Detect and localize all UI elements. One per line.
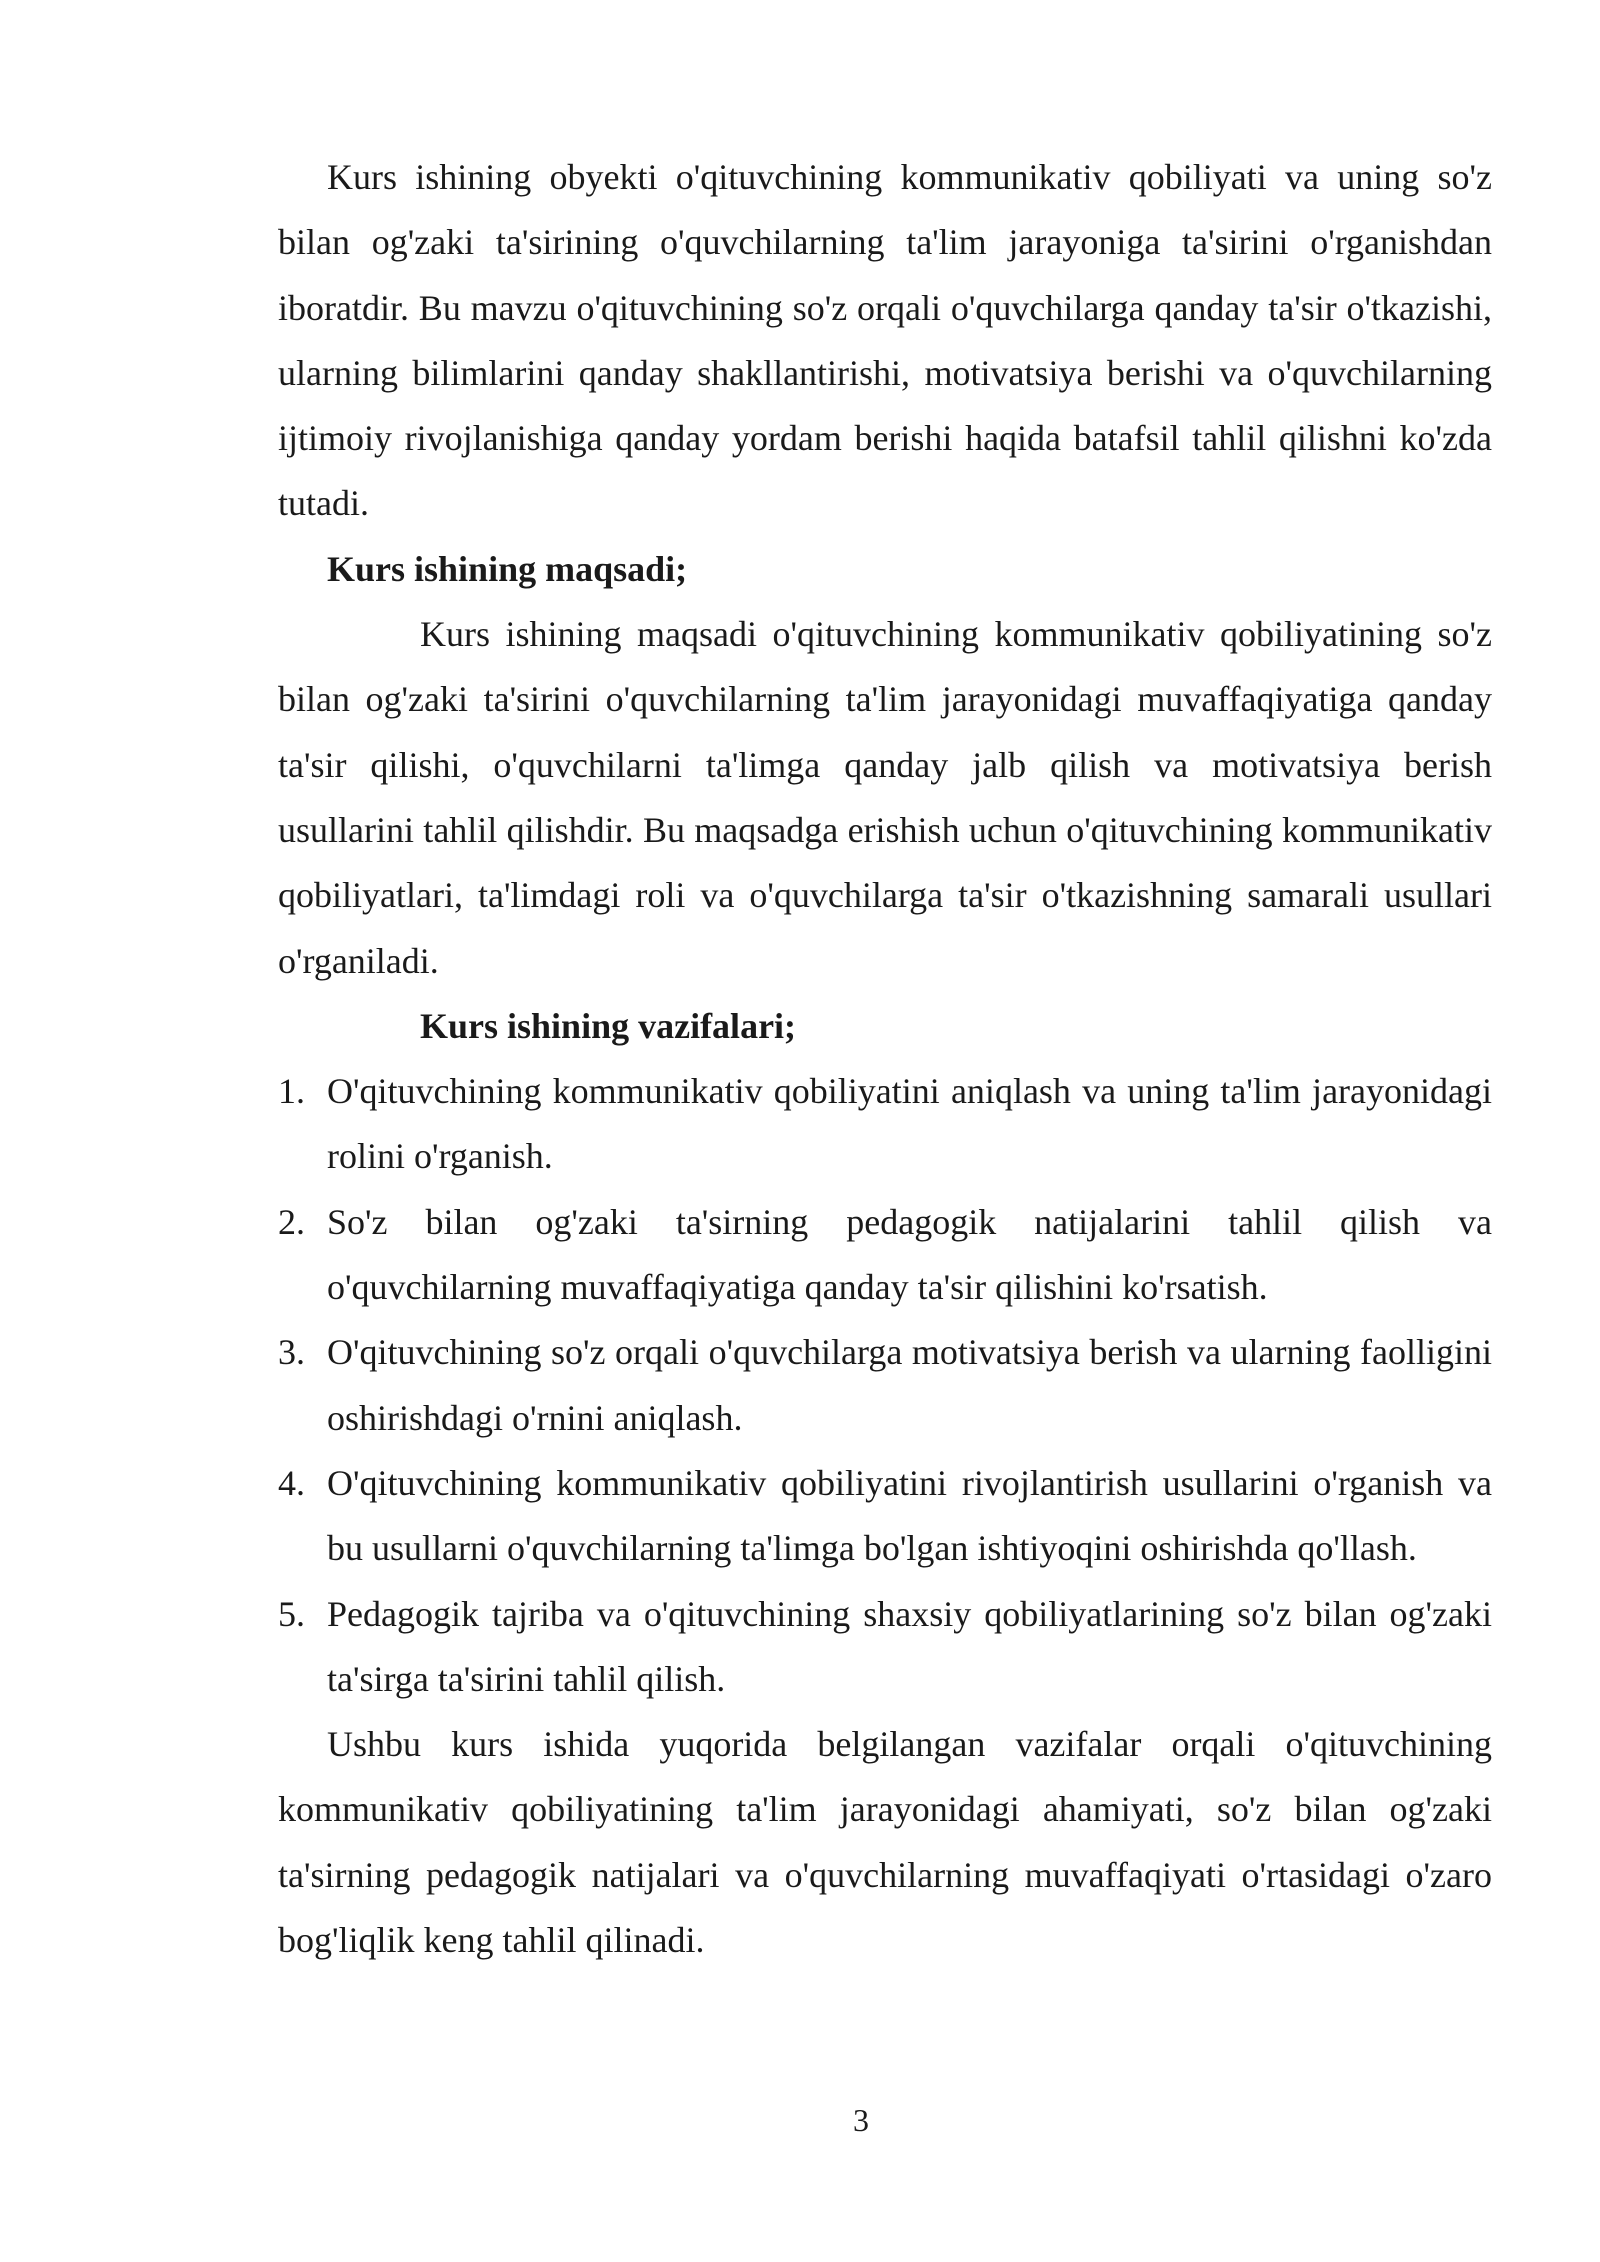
closing-paragraph: Ushbu kurs ishida yuqorida belgilangan vazifalar orqali o'qituvchining kommunikativ qobiliyatining ta'lim jarayonidagi ahamiyati, so'z bilan og'zaki ta'sirning pedagogik natijalari va o'quvchilarning muvaffaqiyati o'rtasidagi o'zaro bog'liqlik keng tahlil qilinadi.	[278, 1724, 1492, 1961]
task-item-4	[278, 1451, 1492, 1582]
task-item-3	[278, 1320, 1492, 1451]
task-text: O'qituvchining kommunikativ qobiliyatini aniqlash va uning ta'lim jarayonidagi rolini o'rganish.	[327, 1071, 1492, 1177]
goal-heading: Kurs ishining maqsadi;	[327, 548, 688, 589]
task-number: 5.	[278, 1593, 305, 1634]
tasks-heading: Kurs ishining vazifalari;	[420, 1005, 797, 1046]
task-number: 2.	[278, 1201, 305, 1242]
task-item-5	[278, 1582, 1492, 1713]
task-text: O'qituvchining so'z orqali o'quvchilarga motivatsiya berish va ularning faolligini oshirishdagi o'rnini aniqlash.	[327, 1332, 1492, 1438]
document-page	[278, 145, 1492, 1973]
intro-paragraph: Kurs ishining obyekti o'qituvchining kommunikativ qobiliyati va uning so'z bilan og'zaki ta'sirining o'quvchilarning ta'lim jarayoniga ta'sirini o'rganishdan iboratdir. Bu mavzu o'qituvchining so'z orqali o'quvchilarga qanday ta'sir o'tkazishi, ularning bilimlarini qanday shakllantirishi, motivatsiya berishi va o'quvchilarning ijtimoiy rivojlanishiga qanday yordam berishi haqida batafsil tahlil qilishni ko'zda tutadi.	[278, 157, 1492, 524]
task-number: 1.	[278, 1071, 305, 1112]
page-number: 3	[853, 2102, 869, 2138]
goal-paragraph: Kurs ishining maqsadi o'qituvchining kommunikativ qobiliyatining so'z bilan og'zaki ta'sirini o'quvchilarning ta'lim jarayonidagi muvaffaqiyatiga qanday ta'sir qilishi, o'quvchilarni ta'limga qanday jalb qilish va motivatsiya berish usullarini tahlil qilishdir. Bu maqsadga erishish uchun o'qituvchining kommunikativ qobiliyatlari, ta'limdagi roli va o'quvchilarga ta'sir o'tkazishning samarali usullari o'rganiladi.	[278, 614, 1492, 981]
tasks-list	[278, 1059, 1492, 1712]
task-text: Pedagogik tajriba va o'qituvchining shaxsiy qobiliyatlarining so'z bilan og'zaki ta'sirga ta'sirini tahlil qilish.	[327, 1593, 1492, 1699]
task-item-1	[278, 1059, 1492, 1190]
task-number: 4.	[278, 1462, 305, 1503]
task-text: O'qituvchining kommunikativ qobiliyatini rivojlantirish usullarini o'rganish va bu usullarni o'quvchilarning ta'limga bo'lgan ishtiyoqini oshirishda qo'llash.	[327, 1462, 1492, 1569]
task-text: So'z bilan og'zaki ta'sirning pedagogik natijalarini tahlil qilish va o'quvchilarning muvaffaqiyatiga qanday ta'sir qilishini ko'rsatish.	[327, 1201, 1492, 1308]
task-item-2	[278, 1190, 1492, 1321]
task-number: 3.	[278, 1332, 305, 1373]
